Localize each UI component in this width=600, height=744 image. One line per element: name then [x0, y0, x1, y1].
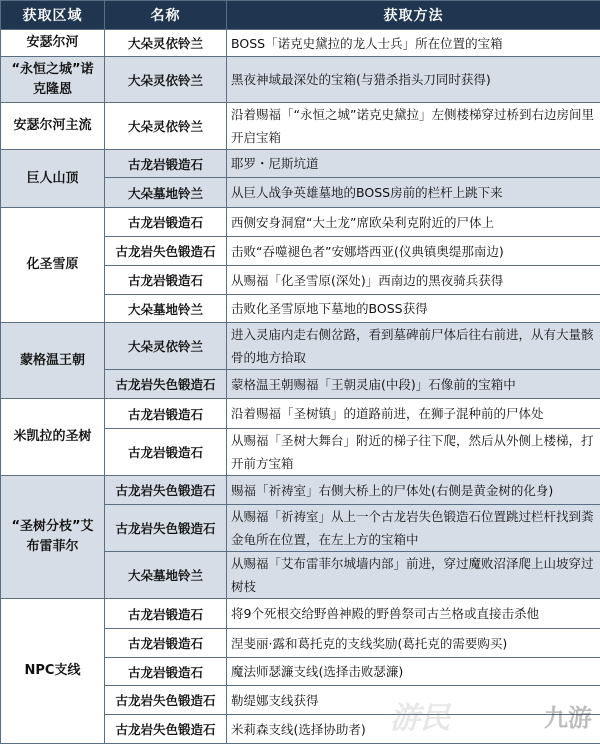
item-name-cell: 古龙岩锻造石	[105, 629, 227, 658]
method-cell: 米莉森支线(选择协助者)	[227, 715, 600, 744]
table-row	[1, 599, 600, 629]
table-row	[1, 150, 600, 178]
item-name-cell: 大朵墓地铃兰	[105, 552, 227, 599]
item-name-cell: 大朵墓地铃兰	[105, 295, 227, 323]
area-cell: 安瑟尔河主流	[1, 103, 105, 150]
area-cell: “圣树分枝”艾布雷菲尔	[1, 476, 105, 599]
item-name-cell: 大朵墓地铃兰	[105, 178, 227, 208]
table-row	[1, 57, 600, 103]
area-cell: 化圣雪原	[1, 208, 105, 323]
table-row	[1, 30, 600, 57]
method-cell: 蒙格温王朝赐福「王朝灵庙(中段)」石像前的宝箱中	[227, 370, 600, 399]
area-cell: 安瑟尔河	[1, 30, 105, 57]
area-cell: 米凯拉的圣树	[1, 399, 105, 476]
item-name-cell: 古龙岩失色锻造石	[105, 370, 227, 399]
item-name-cell: 古龙岩锻造石	[105, 399, 227, 429]
method-cell: 魔法师瑟濂支线(选择击败瑟濂)	[227, 658, 600, 686]
table-row	[1, 323, 600, 370]
method-cell: 从赐福「祈祷室」从上一个古龙岩失色锻造石位置跳过栏杆找到粪金龟所在位置，在左上方的宝箱中	[227, 505, 600, 552]
method-cell: 勒缇娜支线获得	[227, 686, 600, 715]
item-name-cell: 古龙岩失色锻造石	[105, 476, 227, 505]
method-cell: 耶罗・尼斯坑道	[227, 150, 600, 178]
header-name: 名称	[105, 1, 227, 30]
method-cell: 击败化圣雪原地下墓地的BOSS获得	[227, 295, 600, 323]
item-name-cell: 大朵灵依铃兰	[105, 323, 227, 370]
method-cell: 沿着赐福「圣树镇」的道路前进，在狮子混种前的尸体处	[227, 399, 600, 429]
method-cell: 涅斐丽·露和葛托克的支线奖励(葛托克的需要购买)	[227, 629, 600, 658]
item-name-cell: 古龙岩失色锻造石	[105, 715, 227, 744]
method-cell: 黑夜神域最深处的宝箱(与猎杀指头刀同时获得)	[227, 57, 600, 103]
site-watermark: 九游	[544, 698, 592, 733]
table-row	[1, 103, 600, 150]
method-cell: 从巨人战争英雄墓地的BOSS房前的栏杆上跳下来	[227, 178, 600, 208]
item-name-cell: 古龙岩锻造石	[105, 266, 227, 295]
item-name-cell: 大朵灵依铃兰	[105, 30, 227, 57]
method-cell: 沿着赐福「“永恒之城”诺克史黛拉」左侧楼梯穿过桥到右边房间里开启宝箱	[227, 103, 600, 150]
method-cell: 从赐福「圣树大舞台」附近的梯子往下爬，然后从外侧上楼梯，打开前方宝箱	[227, 429, 600, 476]
method-cell: 进入灵庙内走右侧岔路，看到墓碑前尸体后往右前进，从有大量骸骨的地方拾取	[227, 323, 600, 370]
area-cell: NPC支线	[1, 599, 105, 744]
item-name-cell: 古龙岩锻造石	[105, 208, 227, 237]
method-cell: 将9个死根交给野兽神殿的野兽祭司古兰格或直接击杀他	[227, 599, 600, 629]
area-cell: “永恒之城”诺克隆恩	[1, 57, 105, 103]
item-name-cell: 古龙岩失色锻造石	[105, 237, 227, 266]
table-row	[1, 399, 600, 429]
table-row	[1, 476, 600, 505]
item-name-cell: 古龙岩锻造石	[105, 599, 227, 629]
method-cell: 西侧安身洞窟“大土龙”席欧朵利克附近的尸体上	[227, 208, 600, 237]
item-name-cell: 古龙岩锻造石	[105, 658, 227, 686]
method-cell: 击败“吞噬褪色者”安娜塔西亚(仪典镇奥缇那南边)	[227, 237, 600, 266]
method-cell: 从赐福「化圣雪原(深处)」西南边的黑夜骑兵获得	[227, 266, 600, 295]
header-area: 获取区域	[1, 1, 105, 30]
table-row	[1, 208, 600, 237]
item-name-cell: 古龙岩锻造石	[105, 429, 227, 476]
item-name-cell: 古龙岩失色锻造石	[105, 686, 227, 715]
method-cell: BOSS「诺克史黛拉的龙人士兵」所在位置的宝箱	[227, 30, 600, 57]
method-cell: 赐福「祈祷室」右侧大桥上的尸体处(右侧是黄金树的化身)	[227, 476, 600, 505]
item-name-cell: 大朵灵依铃兰	[105, 57, 227, 103]
item-name-cell: 大朵灵依铃兰	[105, 103, 227, 150]
faint-watermark: 游民	[390, 693, 450, 737]
table-body	[1, 30, 600, 744]
area-cell: 蒙格温王朝	[1, 323, 105, 399]
method-cell: 从赐福「艾布雷菲尔城墙内部」前进，穿过魔败沼泽爬上山坡穿过树枝	[227, 552, 600, 599]
item-name-cell: 古龙岩失色锻造石	[105, 505, 227, 552]
area-cell: 巨人山顶	[1, 150, 105, 208]
header-method: 获取方法	[227, 1, 600, 30]
item-name-cell: 古龙岩锻造石	[105, 150, 227, 178]
table-header-row	[1, 1, 600, 30]
